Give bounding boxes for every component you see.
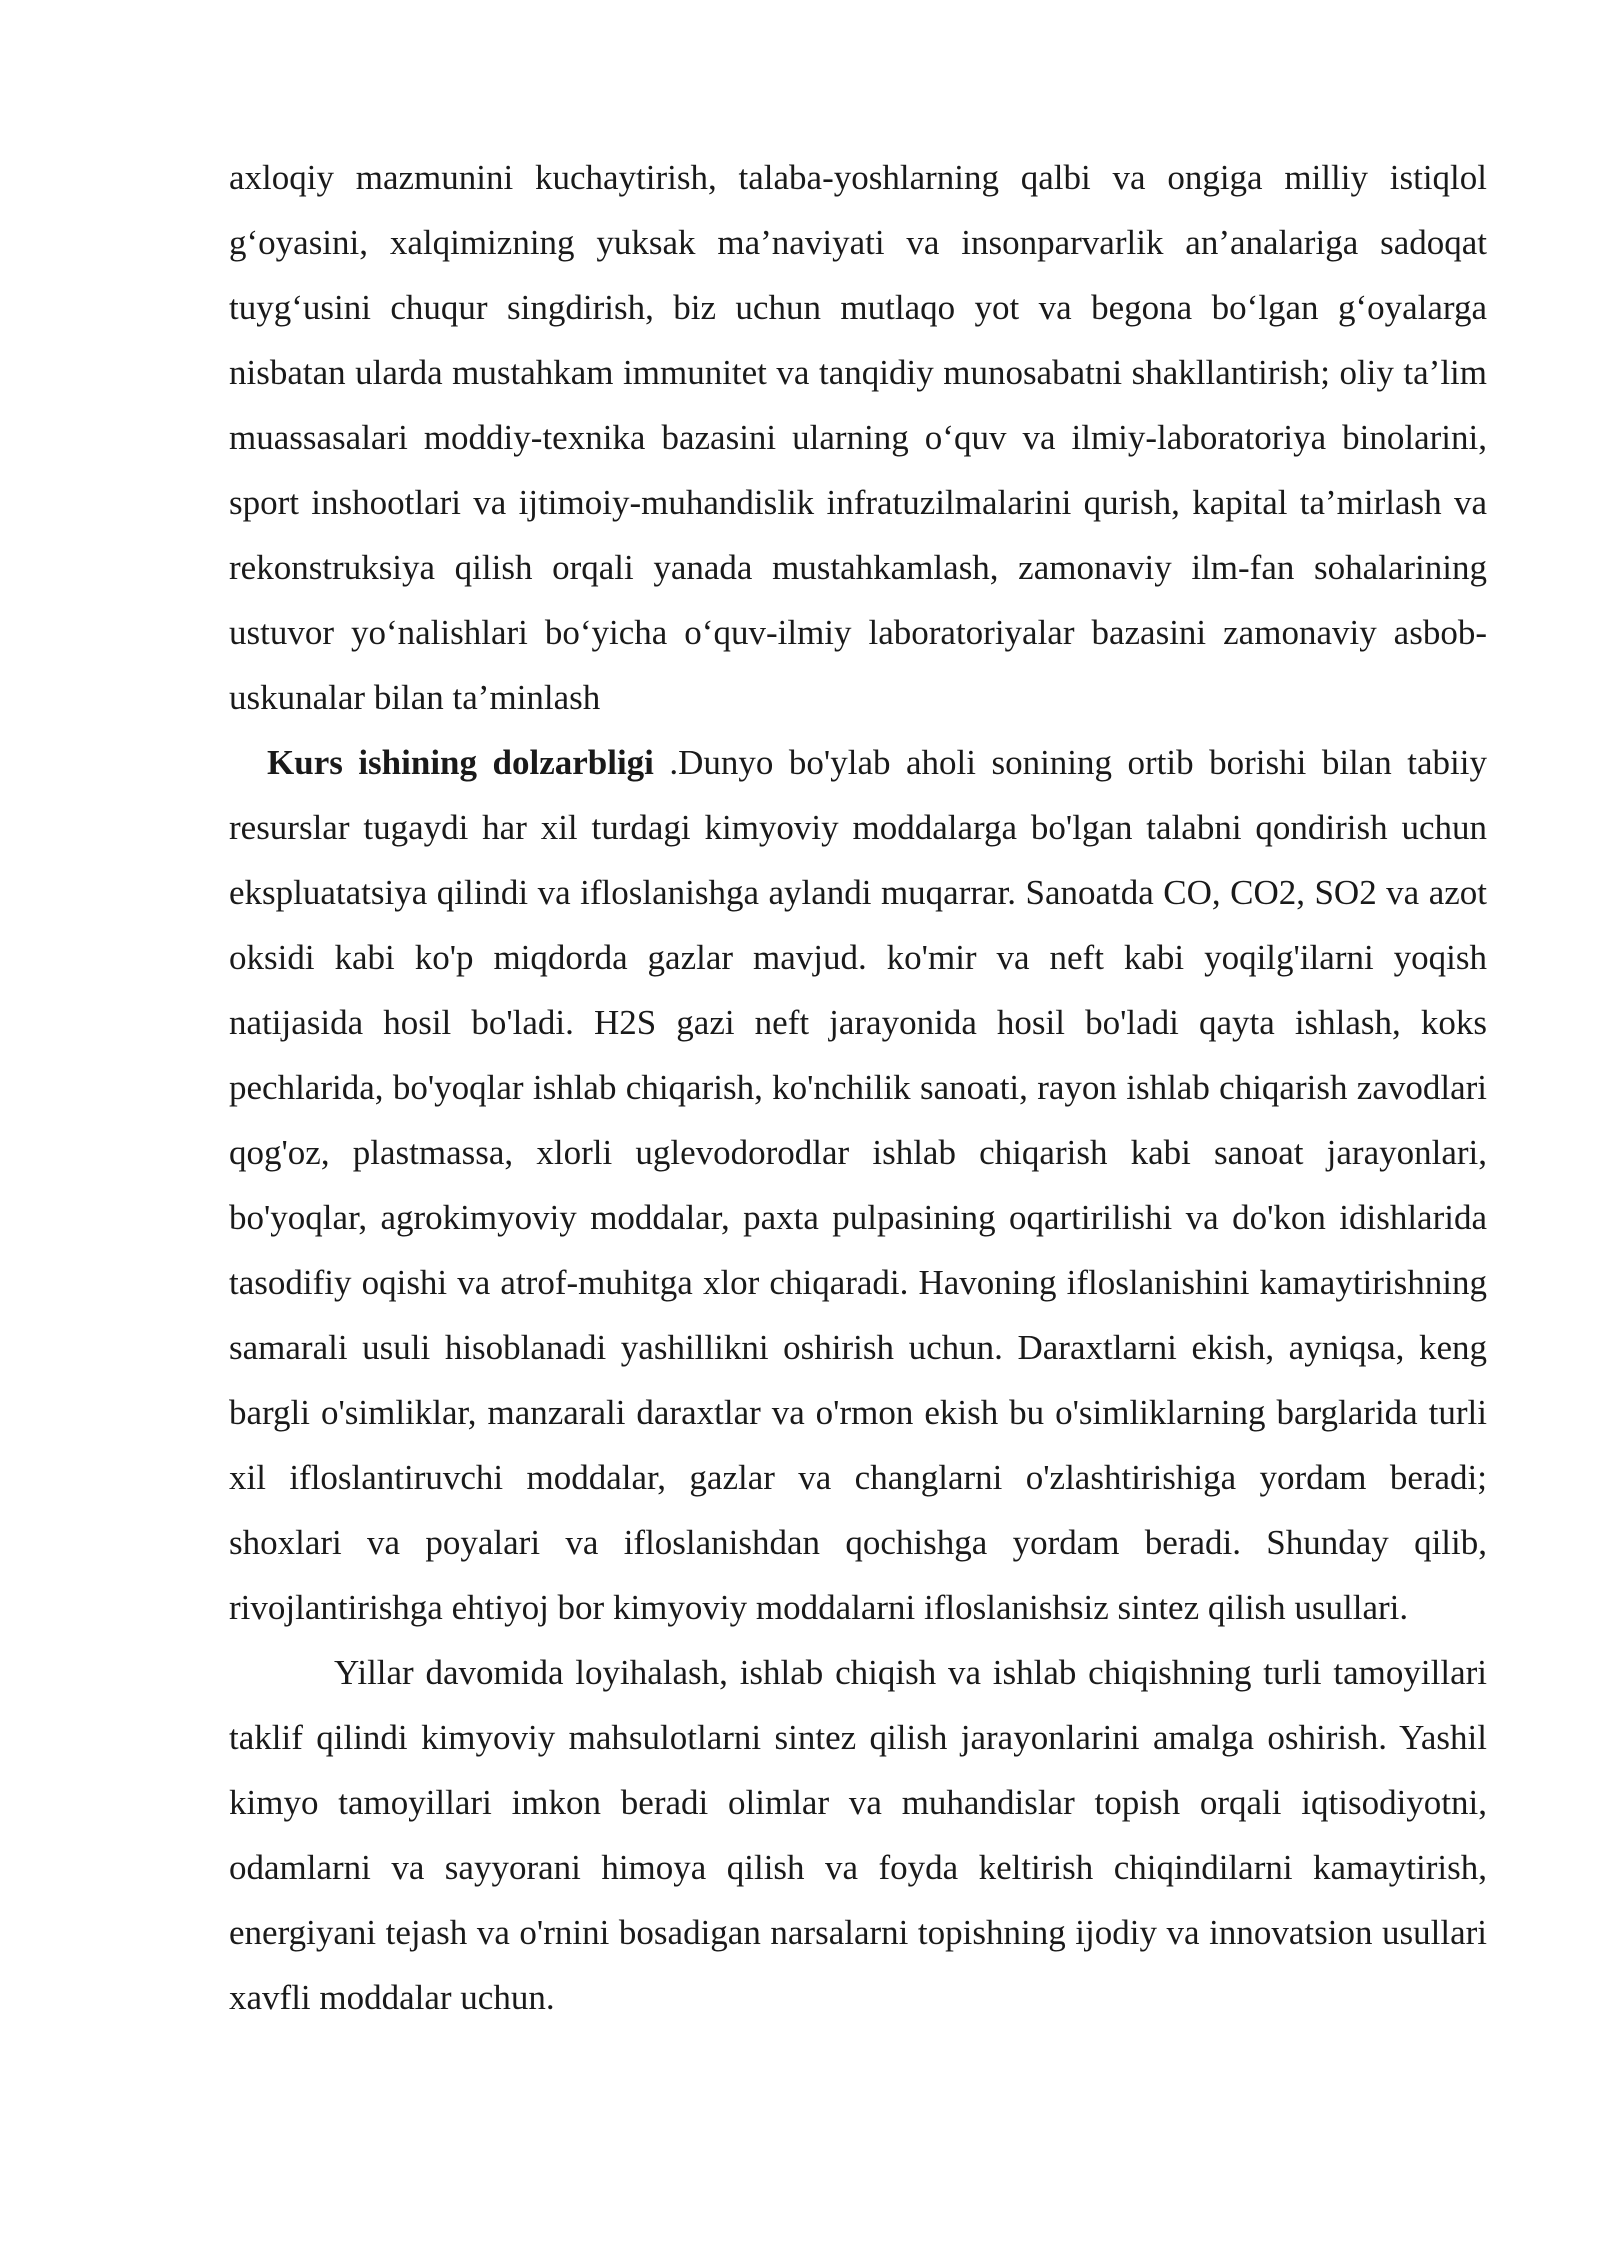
paragraph-1: axloqiy mazmunini kuchaytirish, talaba-yoshlarning qalbi va ongiga milliy istiqlol g‘oyasini, xalqimizning yuksak ma’naviyati va insonparvarlik an’analariga sadoqat tuyg‘usini chuqur singdirish, biz uchun mutlaqo yot va begona bo‘lgan g‘oyalarga nisbatan ularda mustahkam immunitet va tanqidiy munosabatni shakllantirish; oliy ta’lim muassasalari moddiy-texnika bazasini ularning o‘quv va ilmiy-laboratoriya binolarini, sport inshootlari va ijtimoiy-muhandislik infratuzilmalarini qurish, kapital ta’mirlash va rekonstruksiya qilish orqali yanada mustahkamlash, zamonaviy ilm-fan sohalarining ustuvor yo‘nalishlari bo‘yicha o‘quv-ilmiy laboratoriyalar bazasini zamonaviy asbob-uskunalar bilan ta’minlash xyxy=(229,158,1487,717)
paragraph-2 xyxy=(229,730,1487,1640)
document-body xyxy=(229,145,1487,2030)
paragraph-2-text: .Dunyo bo'ylab aholi sonining ortib borishi bilan tabiiy resurslar tugaydi har xil turdagi kimyoviy moddalarga bo'lgan talabni qondirish uchun ekspluatatsiya qilindi va ifloslanishga aylandi muqarrar. Sanoatda CO, CO2, SO2 va azot oksidi kabi ko'p miqdorda gazlar mavjud. ko'mir va neft kabi yoqilg'ilarni yoqish natijasida hosil bo'ladi. H2S gazi neft jarayonida hosil bo'ladi qayta ishlash, koks pechlarida, bo'yoqlar ishlab chiqarish, ko'nchilik sanoati, rayon ishlab chiqarish zavodlari qog'oz, plastmassa, xlorli uglevodorodlar ishlab chiqarish kabi sanoat jarayonlari, bo'yoqlar, agrokimyoviy moddalar, paxta pulpasining oqartirilishi va do'kon idishlarida tasodifiy oqishi va atrof-muhitga xlor chiqaradi. Havoning ifloslanishini kamaytirishning samarali usuli hisoblanadi yashillikni oshirish uchun. Daraxtlarni ekish, ayniqsa, keng bargli o'simliklar, manzarali daraxtlar va o'rmon ekish bu o'simliklarning barglarida turli xil ifloslantiruvchi moddalar, gazlar va changlarni o'zlashtirishiga yordam beradi; shoxlari va poyalari va ifloslanishdan qochishga yordam beradi. Shunday qilib, rivojlantirishga ehtiyoj bor kimyoviy moddalarni ifloslanishsiz sintez qilish usullari. xyxy=(229,743,1487,1627)
section-heading: Kurs ishining dolzarbligi xyxy=(267,743,654,782)
paragraph-3: Yillar davomida loyihalash, ishlab chiqish va ishlab chiqishning turli tamoyillari taklif qilindi kimyoviy mahsulotlarni sintez qilish jarayonlarini amalga oshirish. Yashil kimyo tamoyillari imkon beradi olimlar va muhandislar topish orqali iqtisodiyotni, odamlarni va sayyorani himoya qilish va foyda keltirish chiqindilarni kamaytirish, energiyani tejash va o'rnini bosadigan narsalarni topishning ijodiy va innovatsion usullari xavfli moddalar uchun. xyxy=(229,1653,1487,2017)
